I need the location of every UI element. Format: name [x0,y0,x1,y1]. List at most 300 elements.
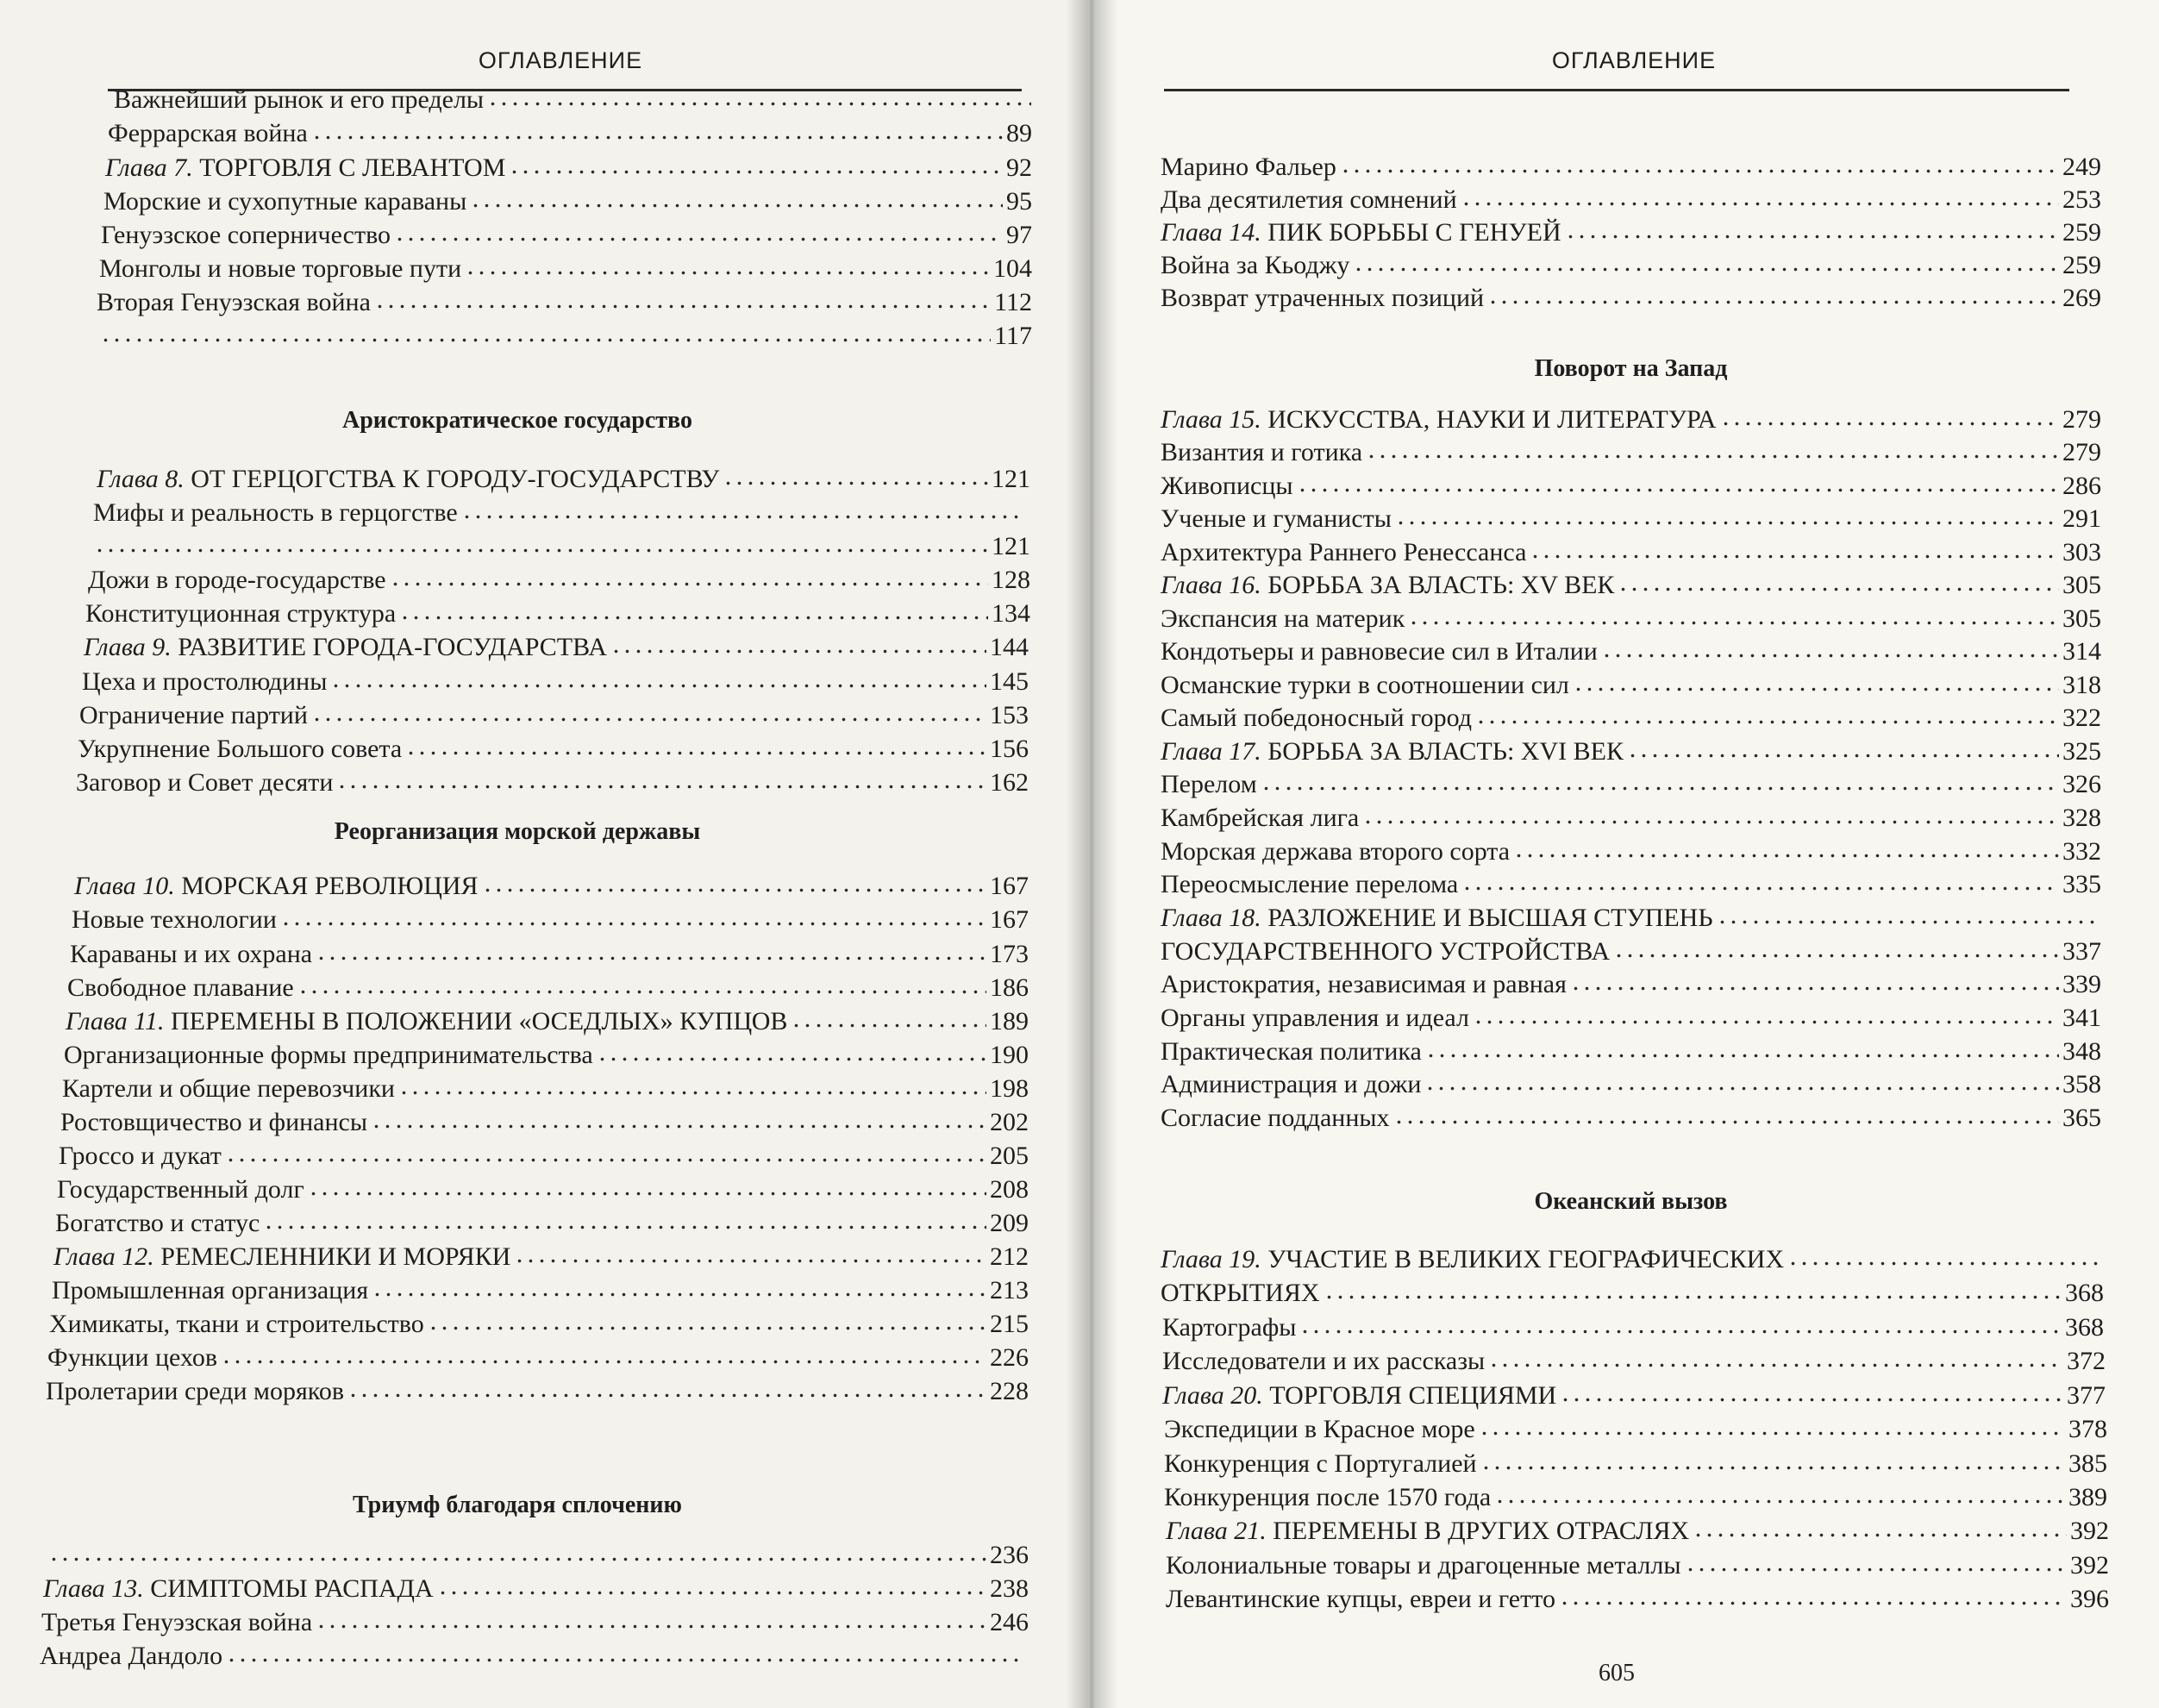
toc-entry-text [99,253,461,285]
dot-leader [1717,900,2098,926]
toc-entry [52,1273,1029,1305]
toc-page-number: 145 [990,667,1029,696]
dot-leader [394,217,1003,243]
dot-leader [1565,215,2059,241]
toc-page-number: 249 [2062,153,2101,181]
toc-entry-text [60,1106,367,1139]
toc-page-number: 368 [2065,1279,2104,1307]
dot-leader [399,596,988,622]
toc-entry [59,1138,1029,1171]
toc-entry [1161,700,2101,733]
dot-leader [1480,1446,2065,1472]
toc-entry-text [70,938,312,971]
toc-page-number: 269 [2062,284,2101,312]
toc-chapter-entry [1166,1513,2109,1546]
toc-entry [1162,1310,2104,1342]
toc-entry-title: Конкуренция с Португалией [1164,1449,1477,1478]
dot-leader [308,1172,986,1198]
toc-page-number: 153 [990,701,1029,729]
toc-entry-title: ТОРГОВЛЯ С ЛЕВАНТОМ [199,153,506,182]
toc-entry-text [114,84,484,116]
toc-entry-text [66,1005,787,1038]
chapter-number: Глава 14. [1161,218,1261,247]
dot-leader [1693,1513,2067,1539]
dot-leader [94,529,988,554]
toc-entry [78,731,1029,764]
dot-leader [297,970,986,996]
dot-leader [330,664,986,690]
toc-entry-text [97,286,371,319]
toc-entry-text [1161,1277,1320,1310]
dot-leader [1353,247,2059,273]
toc-entry-title: Левантинские купцы, евреи и гетто [1166,1585,1555,1613]
toc-entry-text [101,219,391,252]
toc-entry [70,936,1029,969]
toc-entry-title: Переосмысление перелома [1161,870,1459,898]
chapter-number: Глава 16. [1161,571,1261,599]
toc-entry-text [1166,1515,1689,1548]
toc-page-number: 339 [2062,970,2101,998]
toc-entry-text [53,1241,510,1273]
toc-entry-title: Укрупнение Большого совета [78,735,403,763]
dot-leader [1461,867,2059,892]
toc-page-number: 286 [2062,472,2101,500]
toc-entry-text [1161,835,1510,868]
dot-leader [1513,834,2059,860]
toc-entry-text [1161,282,1484,315]
toc-page-number: 209 [990,1209,1029,1237]
toc-page-number: 97 [1006,221,1032,249]
toc-entry [1164,1411,2107,1444]
dot-leader [1261,766,2059,792]
dot-leader [1473,1000,2059,1026]
toc-page-number: 303 [2062,538,2101,566]
toc-page-number: 167 [990,905,1029,934]
dot-leader [1461,182,2059,208]
toc-page-number: 236 [990,1541,1029,1569]
toc-entry [1166,1548,2109,1580]
toc-chapter-entry [74,868,1029,901]
toc-entry [60,1104,1029,1137]
toc-entry-text [59,1140,222,1173]
toc-page-number: 246 [990,1608,1029,1636]
dot-leader [372,1273,986,1298]
dot-leader [225,1138,986,1164]
toc-page-number: 318 [2062,671,2101,699]
dot-leader [226,1638,1025,1664]
toc-page-number: 92 [1006,153,1032,182]
toc-entry-text [1161,603,1405,635]
toc-page-number: 112 [994,288,1032,316]
toc-entry-text [52,1274,368,1307]
toc-page-number: 212 [990,1242,1029,1271]
toc-entry-text [78,733,402,766]
toc-page-number: 378 [2068,1415,2107,1443]
toc-page-number: 226 [990,1343,1029,1372]
toc-entry-text [74,870,479,903]
toc-entry [1161,182,2101,215]
chapter-number: Глава 13. [43,1574,144,1603]
toc-entry-text [1161,569,1614,602]
toc-page-number: 189 [990,1007,1029,1035]
toc-entry [101,217,1032,250]
toc-entry-text [1161,216,1561,249]
toc-entry-title: Ростовщичество и финансы [60,1108,368,1136]
toc-entry-text [1161,768,1257,801]
dot-leader [1475,700,2059,726]
toc-right [1088,0,2159,1708]
toc-entry [76,765,1029,798]
toc-entry [1161,1275,2104,1308]
toc-entry-title: Вторая Генуэзская война [97,288,371,316]
toc-entry-title: БОРЬБА ЗА ВЛАСТЬ: XV ВЕК [1267,571,1615,599]
toc-entry [1161,834,2101,867]
page-number: 605 [1599,1660,1635,1686]
toc-entry-title: Экспансия на материк [1161,604,1405,633]
toc-page-number: 208 [990,1175,1029,1204]
toc-entry-title: Картели и общие перевозчики [62,1074,395,1103]
toc-entry-title: ПИК БОРЬБЫ С ГЕНУЕЙ [1267,218,1561,247]
toc-entry-title: Перелом [1161,770,1257,798]
toc-chapter-entry [66,1004,1029,1036]
toc-page-number: 121 [992,465,1030,493]
dot-leader [1720,402,2059,428]
toc-entry-text [1161,802,1359,835]
toc-entry [88,562,1030,595]
toc-page-number: 314 [2062,637,2101,666]
dot-leader [482,868,986,894]
toc-page-number: 89 [1006,119,1032,147]
dot-leader [1573,667,2059,693]
toc-entry-text [41,1606,312,1639]
toc-entry-text [64,1039,593,1072]
toc-entry-title: Согласие подданных [1161,1104,1390,1132]
toc-page-number: 372 [2067,1347,2106,1375]
toc-page-number: 365 [2062,1104,2101,1132]
toc-entry-title: Конкуренция после 1570 года [1164,1483,1492,1511]
dot-leader [316,1605,986,1630]
toc-entry [85,596,1030,629]
dot-leader [487,82,1031,108]
toc-entry-title: Государственный долг [57,1175,304,1204]
toc-page-number: 348 [2062,1037,2101,1066]
toc-entry-text [1161,935,1610,968]
toc-entry-text [40,1640,222,1673]
toc-entry [40,1638,1029,1671]
toc-page-number: 322 [2062,704,2101,732]
toc-entry-title: ТОРГОВЛЯ СПЕЦИЯМИ [1269,1381,1557,1410]
toc-entry [1161,800,2101,833]
toc-entry-title: Андреа Дандоло [40,1642,223,1670]
dot-leader [280,902,986,928]
toc-page-number: 368 [2065,1313,2104,1342]
toc-entry-title: РАЗВИТИЕ ГОРОДА-ГОСУДАРСТВА [178,633,607,661]
toc-entry-text [79,699,308,732]
toc-entry-title: Новые технологии [72,905,277,934]
toc-chapter-entry [97,461,1030,494]
toc-entry-title: Возврат утраченных позиций [1161,284,1485,312]
dot-leader [1362,800,2059,826]
toc-entry-title: Аристократия, независимая и равная [1161,970,1567,998]
toc-entry-text [1161,868,1458,901]
toc-entry [82,664,1029,697]
toc-page-number: 202 [990,1108,1029,1136]
toc-entry-title: Организационные формы предпринимательства [64,1041,593,1069]
toc-chapter-entry [43,1571,1029,1604]
toc-entry-title: МОРСКАЯ РЕВОЛЮЦИЯ [181,872,479,900]
toc-entry [1161,634,2101,666]
toc-entry-title: Ученые и гуманисты [1161,504,1392,533]
toc-entry [45,1537,1029,1570]
toc-entry-title: ОТКРЫТИЯХ [1161,1279,1320,1307]
dot-leader [1613,934,2059,960]
toc-entry-text [84,631,607,664]
dot-leader [1530,535,2059,560]
toc-entry-title: Третья Генуэзская война [41,1608,313,1636]
toc-page-number: 325 [2062,737,2101,766]
chapter-number: Глава 9. [84,633,172,661]
toc-entry [1164,1480,2107,1512]
toc-entry [1161,280,2101,313]
toc-entry-title: Караваны и их охрана [70,940,313,968]
toc-entry [93,495,1026,528]
toc-entry-title: Живописцы [1161,472,1293,500]
dot-leader [723,461,988,487]
toc-entry-text [1162,1380,1556,1412]
dot-leader [1366,435,2059,460]
toc-page-number: 259 [2062,218,2101,247]
toc-entry [99,251,1032,284]
toc-page-number: 173 [990,940,1029,968]
chapter-number: Глава 20. [1162,1381,1263,1410]
toc-entry [1166,1581,2109,1614]
toc-entry-text [47,1342,217,1374]
toc-page-number: 305 [2062,604,2101,633]
toc-page-number: 291 [2062,504,2101,533]
dot-leader [390,562,988,588]
toc-entry [1161,934,2101,967]
toc-entry-text [88,564,386,597]
toc-chapter-entry [53,1239,1029,1272]
toc-entry [1161,867,2101,899]
dot-leader [405,731,986,757]
toc-entry [1164,1446,2107,1479]
toc-chapter-entry [1161,1242,2104,1274]
toc-entry-text [1161,902,1713,935]
toc-page-number: 186 [990,973,1029,1002]
toc-page-number: 167 [990,872,1029,900]
toc-page-number: 389 [2068,1483,2107,1511]
dot-leader [1618,567,2059,593]
toc-chapter-entry [105,150,1032,183]
toc-entry-title: РАЗЛОЖЕНИЕ И ВЫСШАЯ СТУПЕНЬ [1267,904,1713,932]
toc-entry-title: Важнейший рынок и его пределы [114,85,485,114]
toc-entry-title: ОТ ГЕРЦОГСТВА К ГОРОДУ-ГОСУДАРСТВУ [191,465,720,493]
toc-entry-text [1166,1583,1555,1616]
toc-page-number: 238 [990,1574,1029,1603]
toc-entry [1161,468,2101,501]
toc-entry-text [55,1207,260,1240]
toc-page-number: 144 [990,633,1029,661]
toc-entry-title: Марино Фальер [1161,153,1336,181]
toc-entry-title: Османские турки в соотношении сил [1161,671,1569,699]
toc-entry-title: РЕМЕСЛЕННИКИ И МОРЯКИ [160,1242,511,1271]
section-heading: Океанский вызов [1534,1188,1728,1215]
toc-page-number: 279 [2062,405,2101,434]
chapter-number: Глава 11. [66,1007,165,1035]
dot-leader [100,318,991,344]
toc-entry [67,970,1029,1003]
toc-entry-title: Пролетарии среди моряков [46,1377,345,1405]
running-head: ОГЛАВЛЕНИЕ [1551,47,1717,73]
dot-leader [263,1205,986,1231]
toc-entry-text [1161,536,1526,569]
toc-entry-text [1164,1481,1491,1514]
toc-page-number: 198 [990,1074,1029,1103]
toc-entry-text [1161,702,1472,735]
toc-page-number: 190 [990,1041,1029,1069]
toc-entry-title: Византия и готика [1161,438,1363,466]
toc-entry-text [103,185,466,218]
toc-page-number: 337 [2062,937,2101,966]
toc-entry-text [1164,1413,1475,1446]
toc-page-number: 95 [1006,187,1032,216]
toc-entry-text [46,1375,344,1408]
toc-chapter-entry [1161,734,2101,766]
toc-entry-text [1161,470,1293,503]
dot-leader [1570,967,2059,992]
toc-entry [55,1205,1029,1238]
toc-entry [1161,1100,2101,1133]
toc-page-number: 332 [2062,837,2101,866]
toc-entry-title: УЧАСТИЕ В ВЕЛИКИХ ГЕОГРАФИЧЕСКИХ [1267,1245,1785,1273]
toc-entry-text [1161,1102,1390,1135]
toc-entry-title: Архитектура Раннего Ренессанса [1161,538,1527,566]
toc-entry-text [1161,1068,1421,1101]
toc-page-number: 385 [2068,1449,2107,1478]
dot-leader [1560,1378,2063,1404]
toc-entry-title: Мифы и реальность в герцогстве [93,498,458,527]
dot-leader [1488,1343,2063,1369]
toc-entry [1161,1000,2101,1033]
chapter-number: Глава 12. [53,1242,154,1271]
toc-entry [1161,1067,2101,1099]
toc-chapter-entry [1161,900,2101,933]
dot-leader [1487,280,2059,306]
running-head: ОГЛАВЛЕНИЕ [478,47,643,73]
toc-page-number: 121 [992,532,1030,560]
toc-entry [1161,501,2101,534]
toc-page-number: 377 [2067,1381,2106,1410]
toc-entry-title: Богатство и статус [55,1209,260,1237]
dot-leader [465,251,990,277]
toc-entry-text [1162,1345,1485,1378]
toc-entry-text [1161,184,1457,216]
dot-leader [1627,734,2059,760]
toc-entry [72,902,1029,935]
toc-entry-title: Война за Кьоджу [1161,251,1350,279]
toc-entry-title: Свободное плавание [67,973,294,1002]
toc-page-number: 205 [990,1142,1029,1170]
toc-entry [79,698,1029,730]
dot-leader [1601,634,2059,660]
dot-leader [428,1306,986,1332]
toc-entry-title: Практическая политика [1161,1037,1422,1066]
toc-entry-title: Исследователи и их рассказы [1162,1347,1486,1375]
toc-entry-title: СИМПТОМЫ РАСПАДА [150,1574,434,1603]
toc-entry [1161,667,2101,700]
toc-entry-text [1164,1448,1477,1480]
chapter-number: Глава 10. [74,872,175,900]
toc-entry-title: Генуэзское соперничество [101,221,391,249]
toc-entry-title: Феррарская война [108,119,308,147]
toc-entry-text [97,463,719,496]
chapter-number: Глава 17. [1161,737,1261,766]
toc-page-number: 326 [2062,770,2101,798]
toc-entry-text [1161,1035,1422,1068]
toc-entry-title: Два десятилетия сомнений [1161,185,1457,214]
dot-leader [1340,149,2059,175]
toc-entry [47,1340,1029,1373]
toc-entry [108,116,1032,148]
dot-leader [597,1037,986,1063]
toc-entry-text [1161,503,1392,535]
toc-entry [1161,435,2101,467]
toc-entry-text [1161,735,1624,768]
toc-entry-text [67,972,294,1004]
dot-leader [470,184,1003,210]
dot-leader [1494,1480,2065,1505]
section-heading: Триумф благодаря сплочению [353,1492,682,1518]
toc-entry-text [1161,436,1362,469]
toc-entry-title: БОРЬБА ЗА ВЛАСТЬ: XVI ВЕК [1267,737,1624,766]
toc-entry-title: Колониальные товары и драгоценные металлы [1166,1551,1681,1580]
toc-entry [1161,535,2101,567]
dot-leader [1479,1411,2065,1437]
toc-entry-title: ГОСУДАРСТВЕННОГО УСТРОЙСТВА [1161,937,1611,966]
toc-chapter-entry [1161,402,2101,435]
toc-entry [1161,967,2101,999]
toc-entry [57,1172,1029,1204]
toc-entry-title: Функции цехов [47,1343,217,1372]
toc-entry-text [76,766,333,799]
toc-entry [49,1306,1029,1339]
dot-leader [1393,1100,2059,1126]
toc-entry-text [105,152,505,185]
toc-entry-text [108,117,308,150]
dot-leader [1297,468,2059,494]
toc-entry [1161,1034,2101,1067]
dot-leader [1299,1310,2062,1336]
toc-page-number: 279 [2062,438,2101,466]
toc-page-number: 253 [2062,185,2101,214]
dot-leader [311,698,986,723]
toc-entry-text [1161,151,1336,184]
toc-entry-text [1161,968,1567,1001]
chapter-number: Глава 18. [1161,904,1261,932]
toc-entry-title: ИСКУССТВА, НАУКИ И ЛИТЕРАТУРА [1267,405,1717,434]
dot-leader [1559,1581,2067,1607]
toc-entry-text [1162,1311,1296,1344]
toc-entry-title: Цеха и простолюдины [82,667,328,696]
toc-page-number: 305 [2062,571,2101,599]
toc-page-number: 128 [992,566,1030,594]
dot-leader [371,1104,986,1130]
toc-entry-title: Органы управления и идеал [1161,1004,1469,1032]
toc-entry-title: Самый победоносный город [1161,704,1472,732]
dot-leader [1324,1275,2062,1301]
toc-entry-title: Камбрейская лига [1161,804,1360,832]
